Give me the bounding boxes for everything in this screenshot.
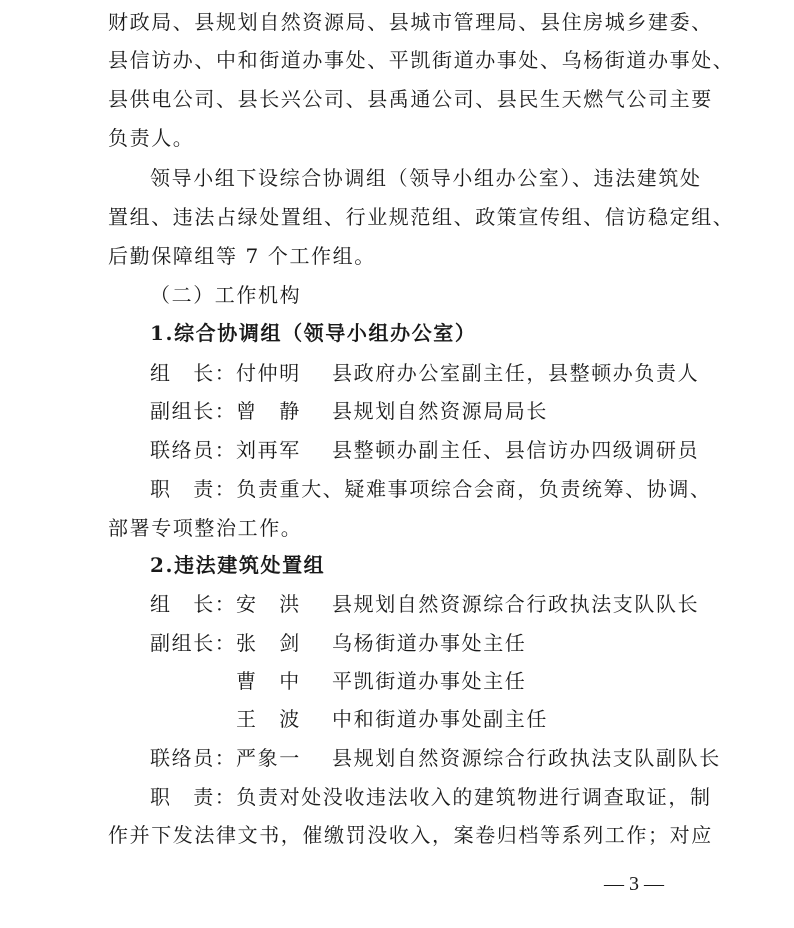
- role-label: 副组长：: [150, 399, 237, 423]
- para2-line-2: 置组、违法占绿处置组、行业规范组、政策宣传组、信访稳定组、: [108, 205, 735, 229]
- group1-duty-line-1: 职 责：负责重大、疑难事项综合会商，负责统筹、协调、: [150, 477, 712, 501]
- member-position: 县政府办公室副主任，县整顿办负责人: [332, 361, 700, 385]
- group2-duty-line-2: 作并下发法律文书，催缴罚没收入，案卷归档等系列工作；对应: [108, 823, 713, 847]
- role-label: 组 长：: [150, 592, 237, 616]
- page-number: — 3 —: [604, 873, 664, 895]
- member-position: 中和街道办事处副主任: [332, 707, 548, 731]
- member-position: 县规划自然资源综合行政执法支队副队长: [332, 746, 721, 770]
- group2-duty-line-1: 职 责：负责对处没收违法收入的建筑物进行调查取证，制: [150, 785, 712, 809]
- member-name: 严象一: [236, 746, 301, 770]
- role-label: 联络员：: [150, 438, 237, 462]
- group1-title: 1.综合协调组（领导小组办公室）: [150, 321, 477, 345]
- member-name: 王 波: [236, 707, 301, 731]
- member-position: 平凯街道办事处主任: [332, 669, 527, 693]
- member-position: 乌杨街道办事处主任: [332, 631, 527, 655]
- member-name: 曾 静: [236, 399, 301, 423]
- member-name: 张 剑: [236, 631, 301, 655]
- member-name: 曹 中: [236, 669, 301, 693]
- member-position: 县整顿办副主任、县信访办四级调研员: [332, 438, 700, 462]
- para1-line-2: 县信访办、中和街道办事处、平凯街道办事处、乌杨街道办事处、: [108, 48, 735, 72]
- para1-line-4: 负责人。: [108, 126, 195, 150]
- member-position: 县规划自然资源局局长: [332, 399, 548, 423]
- group2-title: 2.违法建筑处置组: [150, 553, 326, 577]
- para2-line-1: 领导小组下设综合协调组（领导小组办公室）、违法建筑处: [150, 166, 702, 190]
- member-position: 县规划自然资源综合行政执法支队队长: [332, 592, 700, 616]
- member-name: 刘再军: [236, 438, 301, 462]
- group1-duty-line-2: 部署专项整治工作。: [108, 516, 303, 540]
- para2-line-3: 后勤保障组等 7 个工作组。: [108, 244, 376, 268]
- para1-line-1: 财政局、县规划自然资源局、县城市管理局、县住房城乡建委、: [108, 10, 713, 34]
- role-label: 副组长：: [150, 631, 237, 655]
- role-label: 组 长：: [150, 361, 237, 385]
- role-label: 联络员：: [150, 746, 237, 770]
- member-name: 安 洪: [236, 592, 301, 616]
- para1-line-3: 县供电公司、县长兴公司、县禹通公司、县民生天燃气公司主要: [108, 87, 713, 111]
- member-name: 付仲明: [236, 361, 301, 385]
- section-heading: （二）工作机构: [150, 283, 302, 307]
